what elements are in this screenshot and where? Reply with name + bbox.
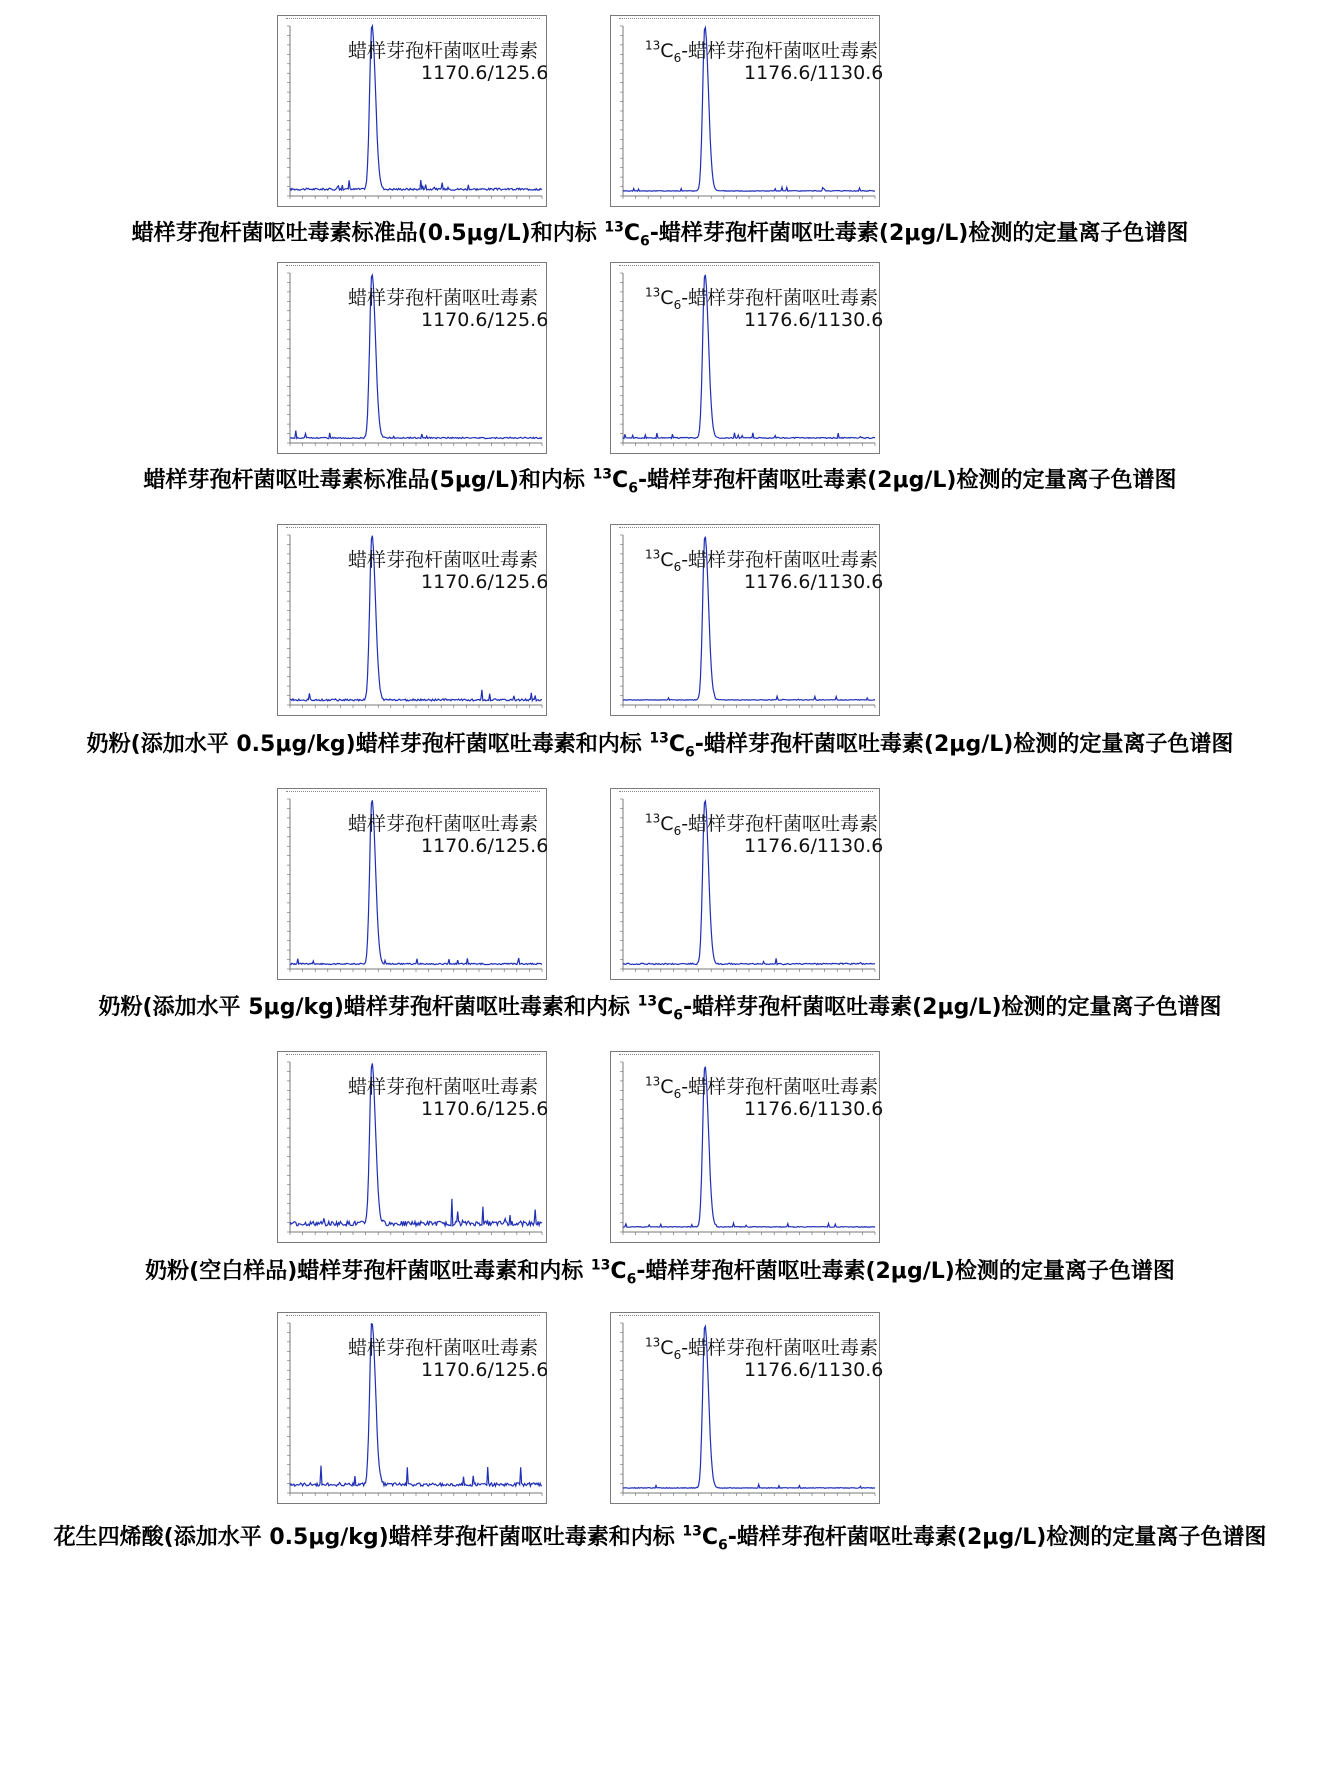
caption-part-sub: 6 bbox=[718, 1537, 728, 1554]
caption-part-post: -蜡样芽孢杆菌呕吐毒素(2μg/L)检测的定量离子色谱图 bbox=[727, 1525, 1267, 1550]
figure-caption-1 bbox=[0, 216, 1320, 249]
caption-part-c: C bbox=[623, 221, 641, 246]
compound-label: 蜡样芽孢杆菌呕吐毒素 bbox=[348, 549, 539, 571]
caption-part-post: -蜡样芽孢杆菌呕吐毒素(2μg/L)检测的定量离子色谱图 bbox=[649, 221, 1189, 246]
chromatogram-analyte-4 bbox=[277, 788, 547, 980]
caption-part-sup: 13 bbox=[604, 219, 624, 236]
caption-part-sup: 13 bbox=[682, 1523, 702, 1540]
is-label-sub: 6 bbox=[673, 559, 682, 574]
caption-part-c: C bbox=[668, 732, 686, 757]
is-label-suffix: -蜡样芽孢杆菌呕吐毒素 bbox=[681, 549, 879, 571]
compound-label: 蜡样芽孢杆菌呕吐毒素 bbox=[348, 1076, 539, 1098]
transition-label: 1176.6/1130.6 bbox=[744, 1359, 884, 1381]
figure-caption-6 bbox=[0, 1520, 1320, 1553]
caption-part-post: -蜡样芽孢杆菌呕吐毒素(2μg/L)检测的定量离子色谱图 bbox=[694, 732, 1234, 757]
is-label-sub: 6 bbox=[673, 297, 682, 312]
caption-part-post: -蜡样芽孢杆菌呕吐毒素(2μg/L)检测的定量离子色谱图 bbox=[637, 468, 1177, 493]
is-label-sup: 13 bbox=[645, 38, 661, 53]
transition-label: 1176.6/1130.6 bbox=[744, 62, 884, 84]
is-label-suffix: -蜡样芽孢杆菌呕吐毒素 bbox=[681, 813, 879, 835]
is-label-suffix: -蜡样芽孢杆菌呕吐毒素 bbox=[681, 1337, 879, 1359]
transition-label: 1176.6/1130.6 bbox=[744, 835, 884, 857]
chromatogram-is-3 bbox=[610, 524, 884, 716]
figure-caption-5 bbox=[0, 1254, 1320, 1287]
chromatogram-is-4 bbox=[610, 788, 884, 980]
is-label-sub: 6 bbox=[673, 50, 682, 65]
chromatogram-is-1 bbox=[610, 15, 884, 207]
transition-label: 1170.6/125.6 bbox=[421, 835, 549, 857]
transition-label: 1176.6/1130.6 bbox=[744, 309, 884, 331]
compound-label: 蜡样芽孢杆菌呕吐毒素 bbox=[348, 40, 539, 62]
chromatogram-analyte-1 bbox=[277, 15, 547, 207]
caption-part-sup: 13 bbox=[649, 730, 669, 747]
figure-caption-2 bbox=[0, 463, 1320, 496]
caption-part-sub: 6 bbox=[685, 744, 695, 761]
compound-label: 蜡样芽孢杆菌呕吐毒素 bbox=[348, 1337, 539, 1359]
caption-part-sub: 6 bbox=[640, 233, 650, 250]
caption-part-sup: 13 bbox=[590, 1257, 611, 1274]
caption-part-c: C bbox=[610, 1259, 627, 1284]
transition-label: 1170.6/125.6 bbox=[421, 1098, 549, 1120]
is-label-suffix: -蜡样芽孢杆菌呕吐毒素 bbox=[681, 287, 879, 309]
transition-label: 1170.6/125.6 bbox=[421, 571, 549, 593]
chromatogram-analyte-2 bbox=[277, 262, 547, 454]
compound-label: 蜡样芽孢杆菌呕吐毒素 bbox=[348, 287, 539, 309]
is-label-c: C bbox=[660, 40, 674, 62]
is-label-sup: 13 bbox=[645, 547, 661, 562]
caption-part-pre: 奶粉(添加水平 5μg/kg)蜡样芽孢杆菌呕吐毒素和内标 bbox=[98, 995, 638, 1020]
caption-part-post: -蜡样芽孢杆菌呕吐毒素(2μg/L)检测的定量离子色谱图 bbox=[636, 1259, 1175, 1284]
transition-label: 1176.6/1130.6 bbox=[744, 571, 884, 593]
caption-part-sub: 6 bbox=[628, 480, 638, 497]
is-label-sub: 6 bbox=[673, 1347, 682, 1362]
internal-standard-label bbox=[645, 36, 878, 65]
is-label-c: C bbox=[660, 287, 674, 309]
is-label-sub: 6 bbox=[673, 823, 682, 838]
is-label-sup: 13 bbox=[645, 811, 661, 826]
is-label-sup: 13 bbox=[645, 1335, 661, 1350]
internal-standard-label bbox=[645, 1333, 878, 1362]
transition-label: 1170.6/125.6 bbox=[421, 1359, 549, 1381]
internal-standard-label bbox=[645, 809, 878, 838]
is-label-suffix: -蜡样芽孢杆菌呕吐毒素 bbox=[681, 40, 879, 62]
internal-standard-label bbox=[645, 1072, 878, 1101]
compound-label: 蜡样芽孢杆菌呕吐毒素 bbox=[348, 813, 539, 835]
is-label-sub: 6 bbox=[673, 1086, 682, 1101]
is-label-suffix: -蜡样芽孢杆菌呕吐毒素 bbox=[681, 1076, 879, 1098]
caption-part-c: C bbox=[701, 1525, 719, 1550]
chromatogram-analyte-6 bbox=[277, 1312, 547, 1504]
caption-part-pre: 奶粉(添加水平 0.5μg/kg)蜡样芽孢杆菌呕吐毒素和内标 bbox=[86, 732, 650, 757]
caption-part-sup: 13 bbox=[592, 466, 613, 483]
caption-part-sub: 6 bbox=[673, 1007, 683, 1024]
is-label-sup: 13 bbox=[645, 285, 661, 300]
chromatogram-analyte-3 bbox=[277, 524, 547, 716]
chromatogram-is-5 bbox=[610, 1051, 884, 1243]
is-label-c: C bbox=[660, 813, 674, 835]
caption-part-sub: 6 bbox=[626, 1271, 637, 1288]
caption-part-sup: 13 bbox=[637, 993, 658, 1010]
transition-label: 1176.6/1130.6 bbox=[744, 1098, 884, 1120]
transition-label: 1170.6/125.6 bbox=[421, 309, 549, 331]
caption-part-c: C bbox=[612, 468, 629, 493]
caption-part-post: -蜡样芽孢杆菌呕吐毒素(2μg/L)检测的定量离子色谱图 bbox=[682, 995, 1222, 1020]
is-label-sup: 13 bbox=[645, 1074, 661, 1089]
chromatogram-analyte-5 bbox=[277, 1051, 547, 1243]
caption-part-pre: 奶粉(空白样品)蜡样芽孢杆菌呕吐毒素和内标 bbox=[145, 1259, 591, 1284]
figure-caption-4 bbox=[0, 990, 1320, 1023]
figure-caption-3 bbox=[0, 727, 1320, 760]
caption-part-pre: 花生四烯酸(添加水平 0.5μg/kg)蜡样芽孢杆菌呕吐毒素和内标 bbox=[53, 1525, 683, 1550]
chromatogram-is-6 bbox=[610, 1312, 884, 1504]
is-label-c: C bbox=[660, 1337, 674, 1359]
transition-label: 1170.6/125.6 bbox=[421, 62, 549, 84]
is-label-c: C bbox=[660, 549, 674, 571]
caption-part-c: C bbox=[657, 995, 674, 1020]
internal-standard-label bbox=[645, 283, 878, 312]
internal-standard-label bbox=[645, 545, 878, 574]
caption-part-pre: 蜡样芽孢杆菌呕吐毒素标准品(0.5μg/L)和内标 bbox=[131, 221, 605, 246]
is-label-c: C bbox=[660, 1076, 674, 1098]
caption-part-pre: 蜡样芽孢杆菌呕吐毒素标准品(5μg/L)和内标 bbox=[143, 468, 593, 493]
chromatogram-is-2 bbox=[610, 262, 884, 454]
